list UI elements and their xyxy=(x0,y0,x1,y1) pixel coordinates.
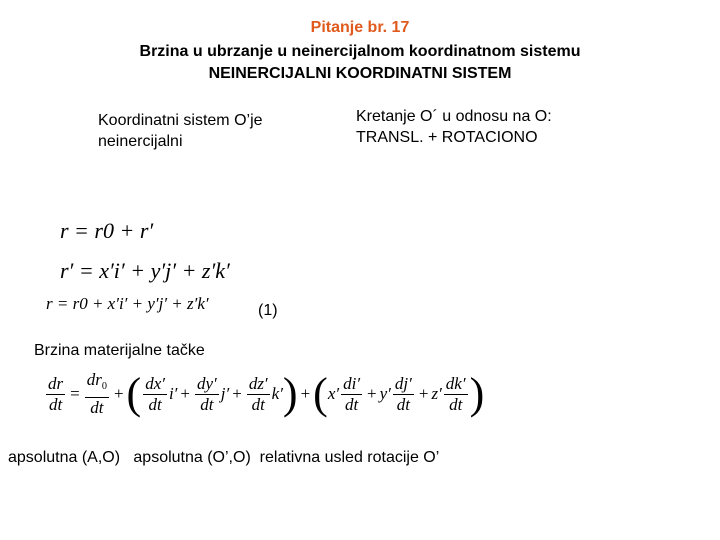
right-note-line1: Kretanje O´ u odnosu na O: xyxy=(356,108,552,125)
equation-1-text: r = r0 + r′ xyxy=(60,218,154,243)
equation-2-text: r′ = x′i′ + y′j′ + z′k′ xyxy=(60,258,230,283)
page-subtitle: NEINERCIJALNI KOORDINATNI SISTEM xyxy=(208,65,512,82)
frac-dr0-dt: $\frac{dr_0}{dt}$ xyxy=(86,370,107,417)
equation-3-text: r = r0 + x′i′ + y′j′ + z′k′ xyxy=(46,294,209,313)
question-number: Pitanje br. 17 xyxy=(310,19,410,36)
page-title: Brzina u ubrzanje u neinercijalnom koordinatnom sistemu xyxy=(139,43,581,60)
frac-dj-dt: $\frac{dj'}{dt}$ xyxy=(394,373,412,414)
equation-1 xyxy=(60,218,153,244)
left-note xyxy=(98,110,263,152)
right-note xyxy=(356,106,552,148)
left-note-line2: neinercijalni xyxy=(98,133,183,150)
velocity-label: Brzina materijalne tačke xyxy=(34,342,205,359)
left-note-line1: Koordinatni sistem O’je xyxy=(98,112,263,129)
frac-dk-dt: $\frac{dk'}{dt}$ xyxy=(445,373,466,414)
frac-di-dt: $\frac{di'}{dt}$ xyxy=(343,373,361,414)
right-note-line2: TRANSL. + ROTACIONO xyxy=(356,129,538,146)
equation-number: (1) xyxy=(258,302,278,319)
frac-dy-dt: $\frac{dy'}{dt}$ xyxy=(197,373,217,414)
frac-dz-dt: $\frac{dz'}{dt}$ xyxy=(248,373,268,414)
equation-3 xyxy=(46,294,209,314)
velocity-equation: $\frac{dr}{dt}$ = $\frac{dr_0}{dt}$ +( $\frac{dx'}{dt}$ i′ + $\frac{dy'}{dt}$ j′ + $\frac{dz'}{dt}$ k′) +(x′ $\frac{di'}{dt}$ + y′ $\frac{dj'}{dt}$ + z′ $\frac{dk'}{dt}$ ) xyxy=(48,369,485,418)
equation-2 xyxy=(60,258,230,284)
velocity-terms-labels: apsolutna (A,O) apsolutna (O’,O) relativna usled rotacije O’ xyxy=(8,449,440,466)
frac-dx-dt: $\frac{dx'}{dt}$ xyxy=(145,373,165,414)
frac-dr-dt: $\frac{dr}{dt}$ xyxy=(48,373,64,414)
